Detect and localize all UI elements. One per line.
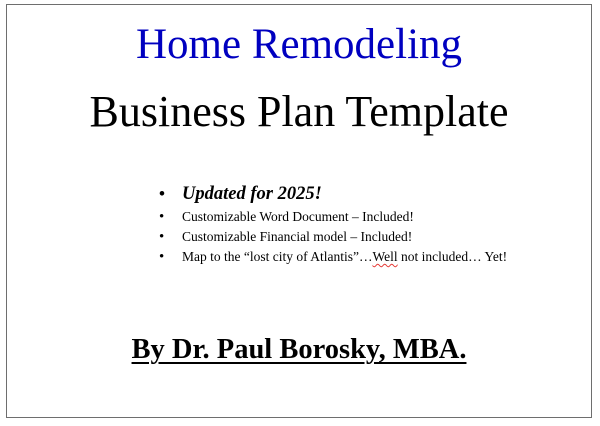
document-subtitle: Business Plan Template xyxy=(89,87,509,136)
feature-list-item-financial-model: • Customizable Financial model – Included! xyxy=(158,227,507,247)
atlantis-map-text-start: Map to the “lost city of Atlantis”… xyxy=(182,249,373,264)
feature-list xyxy=(158,181,507,267)
atlantis-map-text-end: not included… Yet! xyxy=(397,249,508,264)
feature-list-item-atlantis-map xyxy=(158,247,507,267)
spellcheck-flagged-word[interactable]: Well xyxy=(372,249,398,264)
document-page xyxy=(6,4,592,418)
document-title: Home Remodeling xyxy=(135,21,463,68)
feature-list-item-word-document: • Customizable Word Document – Included! xyxy=(158,207,507,227)
feature-list-item-updated: • Updated for 2025! xyxy=(158,181,507,207)
author-byline: By Dr. Paul Borosky, MBA. xyxy=(131,334,467,365)
